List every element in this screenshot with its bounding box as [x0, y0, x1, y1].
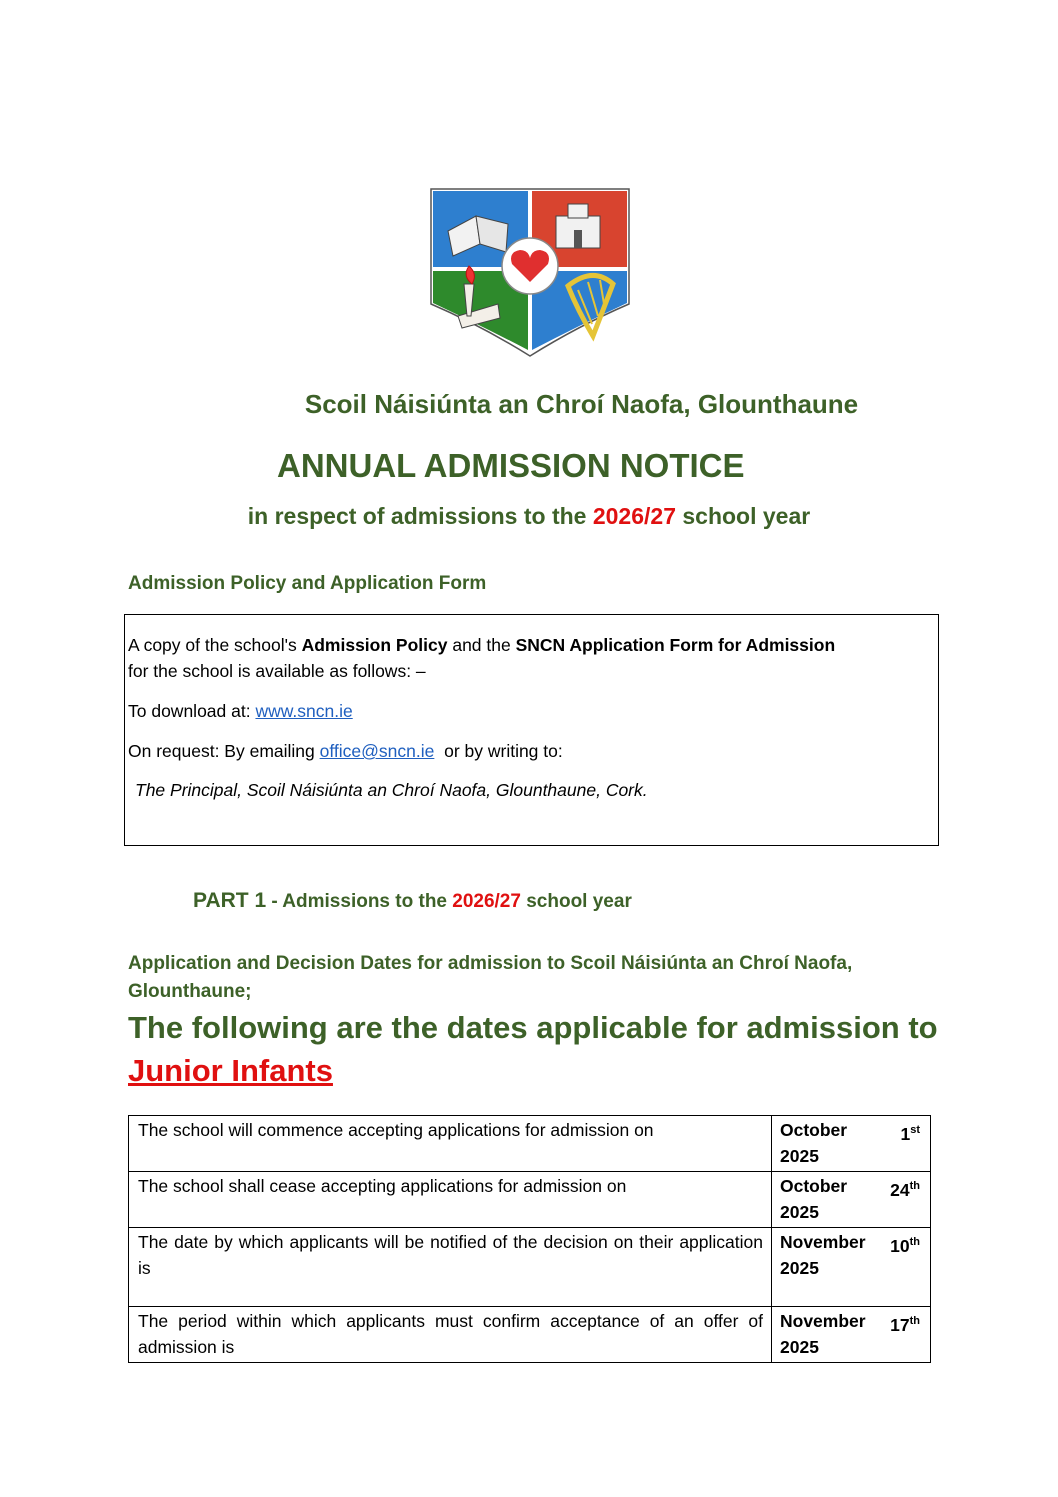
date-day: [900, 1117, 920, 1147]
day-suffix: th: [909, 1236, 920, 1248]
date-day: [890, 1173, 920, 1203]
table-row: [129, 1116, 931, 1172]
day-suffix: st: [910, 1124, 920, 1136]
website-link[interactable]: www.sncn.ie: [255, 701, 353, 721]
policy-line1-a: A copy of the school's: [128, 635, 302, 655]
day-number: 24: [890, 1179, 910, 1200]
subtitle-post: school year: [675, 503, 811, 529]
page-subtitle: [0, 503, 1058, 530]
row-description: The date by which applicants will be notified of the decision on their application is: [129, 1228, 772, 1307]
policy-heading: Admission Policy and Application Form: [128, 573, 487, 594]
junior-infants-heading: [128, 1006, 958, 1092]
row-description: The school shall cease accepting applications for admission on: [129, 1172, 772, 1228]
row-description: The period within which applicants must confirm acceptance of an offer of admission is: [129, 1307, 772, 1363]
table-row: [129, 1307, 931, 1363]
row-description: The school will commence accepting applications for admission on: [129, 1116, 772, 1172]
application-form-label: SNCN Application Form for Admission: [515, 635, 836, 655]
date-month: November: [780, 1232, 866, 1252]
policy-line1-c: and the: [447, 635, 516, 655]
dates-heading: Application and Decision Dates for admission to Scoil Náisiúnta an Chroí Naofa, Glounthaune;: [128, 953, 853, 1002]
policy-box: [124, 614, 939, 846]
postal-address: The Principal, Scoil Náisiúnta an Chroí Naofa, Glounthaune, Cork.: [135, 780, 648, 800]
part1-year: 2026/27: [452, 891, 521, 912]
policy-line-1: [128, 633, 835, 657]
date-year: 2025: [780, 1202, 819, 1222]
download-label: To download at:: [128, 701, 256, 721]
date-year: 2025: [780, 1146, 819, 1166]
class-name: Junior Infants: [128, 1053, 333, 1088]
policy-line-2: for the school is available as follows: –: [128, 661, 426, 681]
date-day: [890, 1308, 920, 1338]
part1-dash: - Admissions to the: [266, 891, 453, 912]
date-month: October: [780, 1176, 848, 1196]
day-suffix: th: [909, 1315, 920, 1327]
day-number: 17: [890, 1314, 910, 1335]
date-month: October: [780, 1120, 848, 1140]
day-number: 1: [900, 1123, 911, 1144]
date-month: November: [780, 1311, 866, 1331]
date-year: 2025: [780, 1258, 819, 1278]
big-heading-pre: The following are the dates applicable for admission to: [128, 1010, 938, 1045]
date-year: 2025: [780, 1337, 819, 1357]
request-label: On request: By emailing: [128, 741, 320, 761]
school-crest-icon: [428, 186, 632, 358]
row-date: [772, 1116, 931, 1172]
dates-table: [128, 1115, 931, 1363]
admission-policy-label: Admission Policy: [301, 635, 448, 655]
row-date: [772, 1172, 931, 1228]
date-day: [890, 1229, 920, 1259]
day-suffix: th: [909, 1180, 920, 1192]
part1-label: PART 1: [193, 889, 267, 912]
subtitle-pre: in respect of admissions to the: [247, 503, 593, 529]
part1-heading: [193, 889, 632, 913]
request-post: or by writing to:: [434, 741, 563, 761]
table-row: [129, 1172, 931, 1228]
table-row: [129, 1228, 931, 1307]
part1-post: school year: [520, 891, 632, 912]
subtitle-year: 2026/27: [592, 503, 676, 529]
row-date: [772, 1307, 931, 1363]
request-line: [128, 739, 563, 763]
download-line: [128, 699, 353, 723]
row-date: [772, 1228, 931, 1307]
email-link[interactable]: office@sncn.ie: [319, 741, 435, 761]
day-number: 10: [890, 1235, 910, 1256]
school-name: Scoil Náisiúnta an Chroí Naofa, Glounthaune: [304, 389, 859, 419]
page-title: ANNUAL ADMISSION NOTICE: [277, 447, 745, 484]
